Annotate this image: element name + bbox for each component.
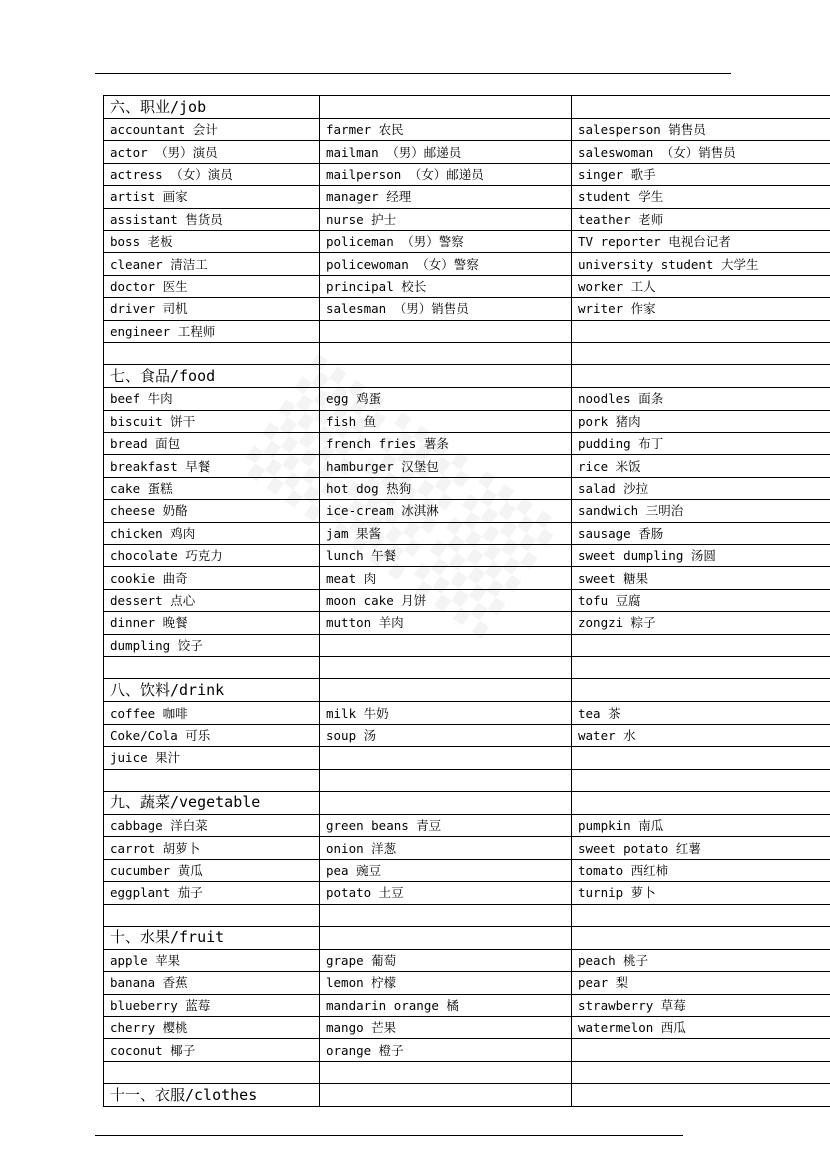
heading-empty-cell [572, 1084, 830, 1107]
vocab-cell: cheese 奶酪 [104, 500, 320, 522]
vocab-cell: lunch 午餐 [320, 545, 572, 567]
vocab-row [104, 522, 830, 544]
vocab-cell: hot dog 热狗 [320, 477, 572, 499]
vocab-cell: banana 香蕉 [104, 972, 320, 994]
vocab-cell: pumpkin 南瓜 [572, 814, 830, 836]
vocab-cell: tea 茶 [572, 702, 830, 724]
vocabulary-table-body [104, 96, 830, 1107]
section-heading: 十一、衣服/clothes [104, 1084, 320, 1107]
vocab-cell [572, 1039, 830, 1061]
vocab-cell: mailman （男）邮递员 [320, 141, 572, 163]
vocab-row [104, 119, 830, 141]
vocab-row [104, 141, 830, 163]
vocab-cell: cabbage 洋白菜 [104, 814, 320, 836]
vocab-row [104, 656, 830, 678]
vocab-cell: nurse 护士 [320, 208, 572, 230]
heading-empty-cell [320, 791, 572, 814]
vocab-cell: hamburger 汉堡包 [320, 455, 572, 477]
vocab-row [104, 500, 830, 522]
heading-empty-cell [572, 679, 830, 702]
vocab-cell: doctor 医生 [104, 275, 320, 297]
vocab-cell: eggplant 茄子 [104, 882, 320, 904]
vocab-cell [320, 747, 572, 769]
vocab-cell: onion 洋葱 [320, 837, 572, 859]
heading-empty-cell [320, 679, 572, 702]
heading-empty-cell [320, 365, 572, 388]
vocab-row [104, 589, 830, 611]
vocabulary-sheet [103, 95, 830, 1107]
vocab-cell: green beans 青豆 [320, 814, 572, 836]
vocab-row [104, 342, 830, 364]
vocab-cell: mango 芒果 [320, 1017, 572, 1039]
vocab-cell: bread 面包 [104, 433, 320, 455]
vocab-cell: salesman （男）销售员 [320, 298, 572, 320]
vocab-row [104, 837, 830, 859]
section-heading: 六、职业/job [104, 96, 320, 119]
vocab-cell: french fries 薯条 [320, 433, 572, 455]
vocab-cell: pudding 布丁 [572, 433, 830, 455]
vocab-row [104, 972, 830, 994]
vocab-row [104, 298, 830, 320]
vocab-cell [320, 656, 572, 678]
heading-empty-cell [572, 365, 830, 388]
vocab-row [104, 567, 830, 589]
heading-empty-cell [572, 926, 830, 949]
vocab-cell: principal 校长 [320, 275, 572, 297]
vocab-cell: tofu 豆腐 [572, 589, 830, 611]
vocab-cell: sweet potato 红薯 [572, 837, 830, 859]
vocab-cell [572, 320, 830, 342]
vocab-cell [320, 904, 572, 926]
vocab-cell: water 水 [572, 724, 830, 746]
vocab-cell: egg 鸡蛋 [320, 388, 572, 410]
vocab-row [104, 882, 830, 904]
section-heading-row [104, 791, 830, 814]
section-heading: 七、食品/food [104, 365, 320, 388]
vocab-row [104, 769, 830, 791]
vocab-cell: manager 经理 [320, 186, 572, 208]
vocab-cell: fish 鱼 [320, 410, 572, 432]
vocab-cell: strawberry 草莓 [572, 994, 830, 1016]
vocab-cell: jam 果酱 [320, 522, 572, 544]
vocab-cell: chicken 鸡肉 [104, 522, 320, 544]
vocab-cell: writer 作家 [572, 298, 830, 320]
vocab-row [104, 477, 830, 499]
vocab-cell: chocolate 巧克力 [104, 545, 320, 567]
vocab-row [104, 949, 830, 971]
heading-empty-cell [320, 926, 572, 949]
vocab-cell [572, 634, 830, 656]
vocab-cell: soup 汤 [320, 724, 572, 746]
heading-empty-cell [572, 96, 830, 119]
vocab-row [104, 455, 830, 477]
header-rule [95, 73, 731, 74]
vocab-cell: turnip 萝卜 [572, 882, 830, 904]
vocab-cell: grape 葡萄 [320, 949, 572, 971]
vocab-cell: singer 歌手 [572, 163, 830, 185]
vocab-cell: Coke/Cola 可乐 [104, 724, 320, 746]
vocab-cell: assistant 售货员 [104, 208, 320, 230]
vocab-cell: peach 桃子 [572, 949, 830, 971]
vocab-cell [104, 769, 320, 791]
section-heading: 十、水果/fruit [104, 926, 320, 949]
vocab-cell [104, 904, 320, 926]
vocab-cell: actress （女）演员 [104, 163, 320, 185]
vocab-cell: student 学生 [572, 186, 830, 208]
vocab-cell: rice 米饭 [572, 455, 830, 477]
vocab-cell [320, 634, 572, 656]
vocab-cell: accountant 会计 [104, 119, 320, 141]
vocab-row [104, 545, 830, 567]
vocab-cell: boss 老板 [104, 230, 320, 252]
vocab-cell [320, 769, 572, 791]
vocab-row [104, 634, 830, 656]
vocab-cell: sweet 糖果 [572, 567, 830, 589]
vocab-cell: biscuit 饼干 [104, 410, 320, 432]
vocab-row [104, 253, 830, 275]
heading-empty-cell [572, 791, 830, 814]
vocab-cell: driver 司机 [104, 298, 320, 320]
vocab-cell: coconut 椰子 [104, 1039, 320, 1061]
vocab-row [104, 994, 830, 1016]
vocab-cell: mailperson （女）邮递员 [320, 163, 572, 185]
vocab-cell: teather 老师 [572, 208, 830, 230]
section-heading-row [104, 96, 830, 119]
vocabulary-table [103, 95, 830, 1107]
vocab-cell: cookie 曲奇 [104, 567, 320, 589]
section-heading-row [104, 365, 830, 388]
vocab-cell: zongzi 粽子 [572, 612, 830, 634]
vocab-cell: farmer 农民 [320, 119, 572, 141]
heading-empty-cell [320, 1084, 572, 1107]
vocab-row [104, 388, 830, 410]
vocab-cell: pork 猪肉 [572, 410, 830, 432]
vocab-row [104, 747, 830, 769]
vocab-row [104, 163, 830, 185]
vocab-row [104, 1061, 830, 1083]
vocab-cell [572, 342, 830, 364]
vocab-cell [572, 904, 830, 926]
vocab-cell: pea 豌豆 [320, 859, 572, 881]
vocab-row [104, 612, 830, 634]
vocab-cell [320, 320, 572, 342]
vocab-cell: actor （男）演员 [104, 141, 320, 163]
vocab-cell: coffee 咖啡 [104, 702, 320, 724]
vocab-row [104, 230, 830, 252]
vocab-cell [104, 656, 320, 678]
vocab-cell: cleaner 清洁工 [104, 253, 320, 275]
vocab-cell: potato 土豆 [320, 882, 572, 904]
section-heading: 八、饮料/drink [104, 679, 320, 702]
vocab-cell [104, 1061, 320, 1083]
vocab-cell: engineer 工程师 [104, 320, 320, 342]
vocab-row [104, 702, 830, 724]
vocab-cell [104, 342, 320, 364]
vocab-cell [572, 747, 830, 769]
vocab-cell: dumpling 饺子 [104, 634, 320, 656]
vocab-row [104, 433, 830, 455]
vocab-row [104, 814, 830, 836]
vocab-row [104, 208, 830, 230]
vocab-cell: dessert 点心 [104, 589, 320, 611]
vocab-cell: saleswoman （女）销售员 [572, 141, 830, 163]
vocab-cell: juice 果汁 [104, 747, 320, 769]
vocab-cell [320, 1061, 572, 1083]
vocab-cell: salad 沙拉 [572, 477, 830, 499]
vocab-row [104, 186, 830, 208]
vocab-cell: sweet dumpling 汤圆 [572, 545, 830, 567]
vocab-cell: moon cake 月饼 [320, 589, 572, 611]
vocab-row [104, 320, 830, 342]
vocab-row [104, 275, 830, 297]
vocab-cell: carrot 胡萝卜 [104, 837, 320, 859]
vocab-cell: mandarin orange 橘 [320, 994, 572, 1016]
vocab-row [104, 859, 830, 881]
vocab-cell: mutton 羊肉 [320, 612, 572, 634]
vocab-cell: policewoman （女）警察 [320, 253, 572, 275]
vocab-cell [572, 1061, 830, 1083]
vocab-cell [572, 769, 830, 791]
section-heading-row [104, 926, 830, 949]
vocab-cell [320, 342, 572, 364]
vocab-cell: milk 牛奶 [320, 702, 572, 724]
vocab-cell: ice-cream 冰淇淋 [320, 500, 572, 522]
footer-rule [95, 1135, 683, 1136]
heading-empty-cell [320, 96, 572, 119]
vocab-cell: dinner 晚餐 [104, 612, 320, 634]
vocab-row [104, 1017, 830, 1039]
vocab-cell: cake 蛋糕 [104, 477, 320, 499]
vocab-row [104, 904, 830, 926]
vocab-cell: beef 牛肉 [104, 388, 320, 410]
vocab-cell: pear 梨 [572, 972, 830, 994]
vocab-cell: TV reporter 电视台记者 [572, 230, 830, 252]
vocab-row [104, 410, 830, 432]
vocab-cell: cherry 樱桃 [104, 1017, 320, 1039]
vocab-cell: breakfast 早餐 [104, 455, 320, 477]
vocab-cell: policeman （男）警察 [320, 230, 572, 252]
vocab-cell: cucumber 黄瓜 [104, 859, 320, 881]
vocab-cell: blueberry 蓝莓 [104, 994, 320, 1016]
vocab-cell: apple 苹果 [104, 949, 320, 971]
vocab-cell: lemon 柠檬 [320, 972, 572, 994]
vocab-cell: orange 橙子 [320, 1039, 572, 1061]
vocab-cell: sandwich 三明治 [572, 500, 830, 522]
vocab-cell: worker 工人 [572, 275, 830, 297]
vocab-cell: sausage 香肠 [572, 522, 830, 544]
vocab-row [104, 724, 830, 746]
vocab-cell: watermelon 西瓜 [572, 1017, 830, 1039]
vocab-cell: tomato 西红柿 [572, 859, 830, 881]
section-heading: 九、蔬菜/vegetable [104, 791, 320, 814]
vocab-row [104, 1039, 830, 1061]
section-heading-row [104, 1084, 830, 1107]
vocab-cell [572, 656, 830, 678]
vocab-cell: artist 画家 [104, 186, 320, 208]
vocab-cell: noodles 面条 [572, 388, 830, 410]
vocab-cell: university student 大学生 [572, 253, 830, 275]
section-heading-row [104, 679, 830, 702]
vocab-cell: salesperson 销售员 [572, 119, 830, 141]
vocab-cell: meat 肉 [320, 567, 572, 589]
